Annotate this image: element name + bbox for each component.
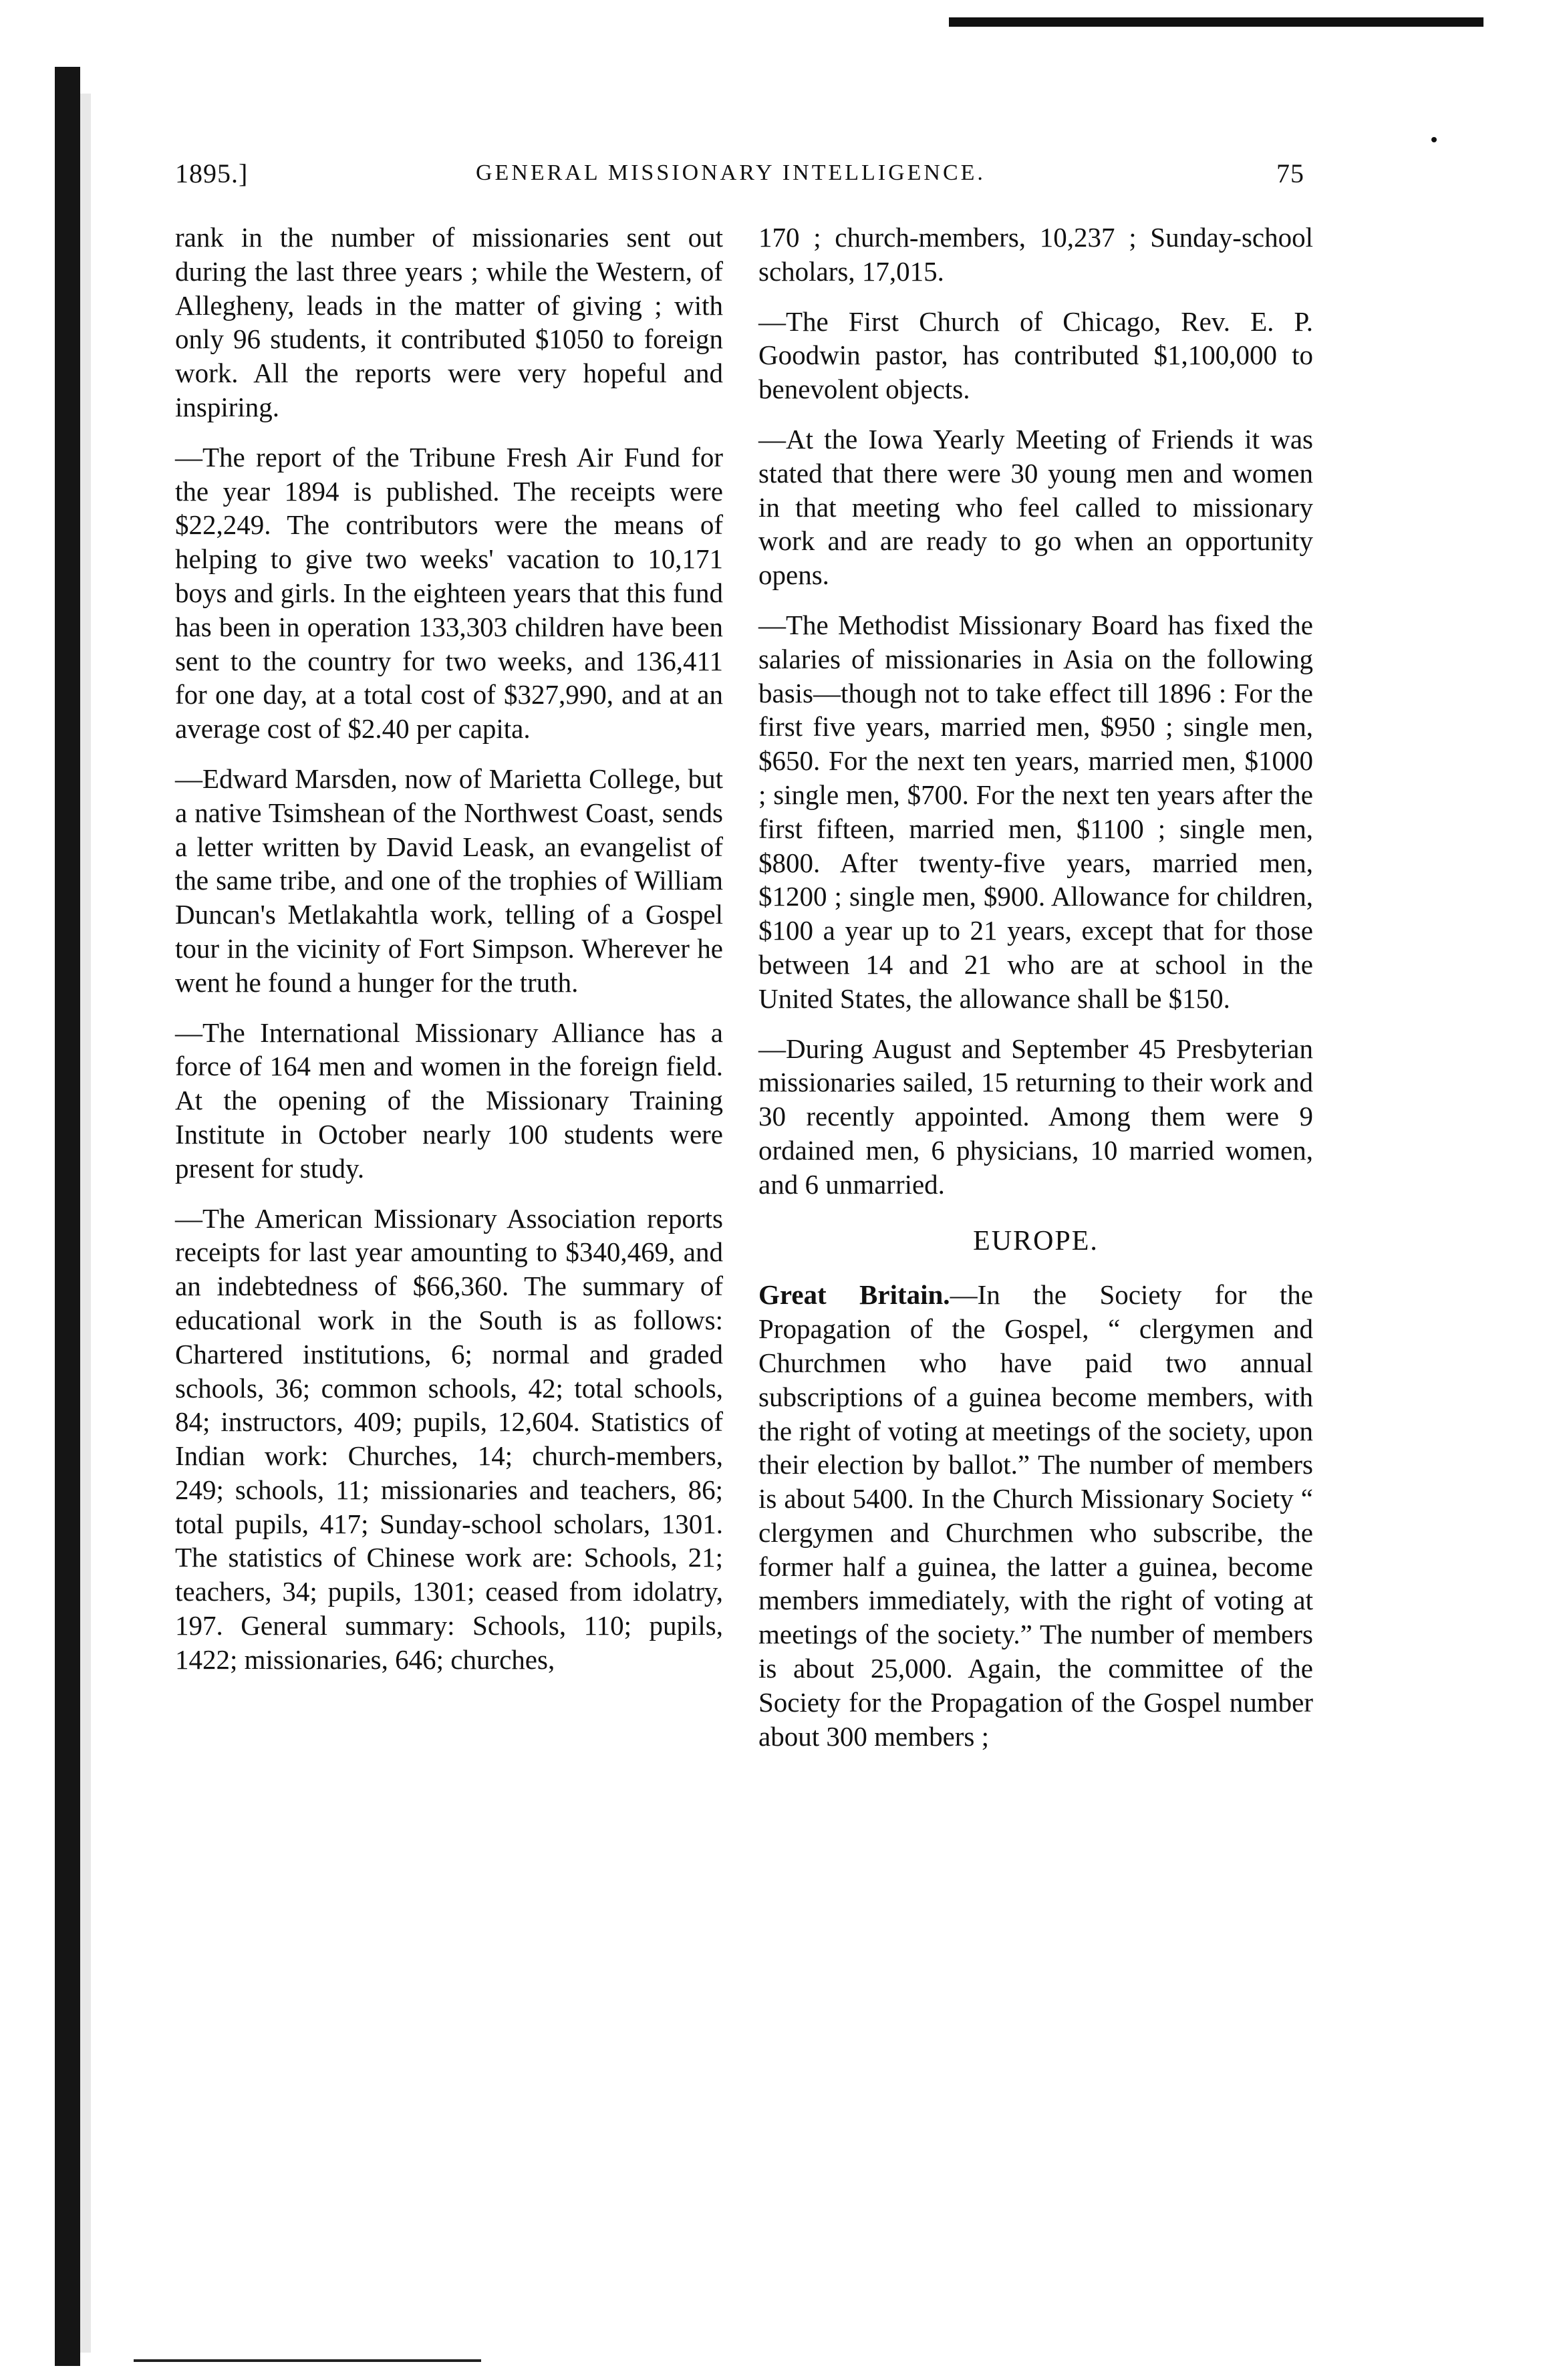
- paragraph: —Edward Marsden, now of Marietta College, but a native Tsimshean of the Northwest Coast, sends a letter written by David Leask, an evangelist of the same tribe, and one of the trophies of William Duncan's Metlakahtla work, telling of a Gospel tour in the vicinity of Fort Simpson. Wherever he went he found a hunger for the truth.: [175, 763, 723, 998]
- paragraph: —The First Church of Chicago, Rev. E. P. Goodwin pastor, has contributed $1,100,000 to benevolent objects.: [758, 305, 1313, 405]
- ink-dot: [1431, 137, 1437, 142]
- bottom-rule: [134, 2359, 481, 2362]
- section-title: EUROPE.: [973, 1225, 1099, 1257]
- paragraph: —At the Iowa Yearly Meeting of Friends it was stated that there were 30 young men and women in that meeting who feel called to missionary work and are ready to go when an opportunity opens.: [758, 423, 1313, 591]
- top-rule: [949, 17, 1483, 27]
- paragraph: —The Methodist Missionary Board has fixed the salaries of missionaries in Asia on the following basis—though not to take effect till 1896 : For the first five years, married men, $950 ; single men, $650. For the next ten years, married men, $1000 ; single men, $700. For the next ten years after the first fifteen, married men, $1100 ; single men, $800. After twenty-five years, married men, $1200 ; single men, $900. Allowance for children, $100 a year up to 21 years, except that for those between 14 and 21 who are at school in the United States, the allowance shall be $150.: [758, 609, 1313, 1014]
- header-year: 1895.]: [175, 158, 249, 188]
- paragraph: —The American Missionary Association reports receipts for last year amounting to $340,469, and an indebtedness of $66,360. The summary of educational work in the South is as follows: Chartered institutions, 6; normal and graded schools, 36; common schools, 42; total schools, 84; instructors, 409; pupils, 12,604. Statistics of Indian work: Churches, 14; church-members, 249; schools, 11; missionaries and teachers, 86; total pupils, 417; Sunday-school scholars, 1301. The statistics of Chinese work are: Schools, 21; teachers, 34; pupils, 1301; ceased from idolatry, 197. General summary: Schools, 110; pupils, 1422; missionaries, 646; churches,: [175, 1202, 723, 1675]
- paragraph-lead: Great Britain.: [758, 1279, 950, 1311]
- page-number: 75: [1276, 158, 1304, 188]
- paragraph: —During August and September 45 Presbyterian missionaries sailed, 15 returning to their work and 30 recently appointed. Among them were 9 ordained men, 6 physicians, 10 married women, and 6 unmarried.: [758, 1033, 1313, 1200]
- paragraph: [758, 1278, 1313, 1753]
- paragraph: rank in the number of missionaries sent out during the last three years ; while the Western, of Allegheny, leads in the matter of giving ; with only 96 students, it contributed $1050 to foreign work. All the reports were very hopeful and inspiring.: [175, 222, 723, 422]
- scan-binding-shadow: [80, 94, 91, 2353]
- right-column: [758, 221, 1313, 1753]
- paragraph: 170 ; church-members, 10,237 ; Sunday-school scholars, 17,015.: [758, 222, 1313, 287]
- paragraph: —The report of the Tribune Fresh Air Fund for the year 1894 is published. The receipts were $22,249. The contributors were the means of helping to give two weeks' vacation to 10,171 boys and girls. In the eighteen years that this fund has been in operation 133,303 children have been sent to the country for two weeks, and 136,411 for one day, at a total cost of $327,990, and at an average cost of $2.40 per capita.: [175, 441, 723, 745]
- paragraph: —The International Missionary Alliance has a force of 164 men and women in the foreign field. At the opening of the Missionary Training Institute in October nearly 100 students were present for study.: [175, 1017, 723, 1184]
- running-title: GENERAL MISSIONARY INTELLIGENCE.: [476, 160, 986, 185]
- page-header: [175, 158, 1304, 198]
- paragraph-text: —In the Society for the Propagation of the Gospel, “ clergymen and Churchmen who have paid two annual subscriptions of a guinea become members, with the right of voting at meetings of the society, upon their election by ballot.” The number of members is about 5400. In the Church Missionary Society “ clergymen and Churchmen who subscribe, the former half a guinea, the latter a guinea, become members immediately, with the right of voting at meetings of the society.” The number of members is about 25,000. Again, the committee of the Society for the Propagation of the Gospel number about 300 members ;: [758, 1279, 1313, 1752]
- left-column: [175, 221, 723, 1677]
- scan-binding-edge: [55, 67, 80, 2366]
